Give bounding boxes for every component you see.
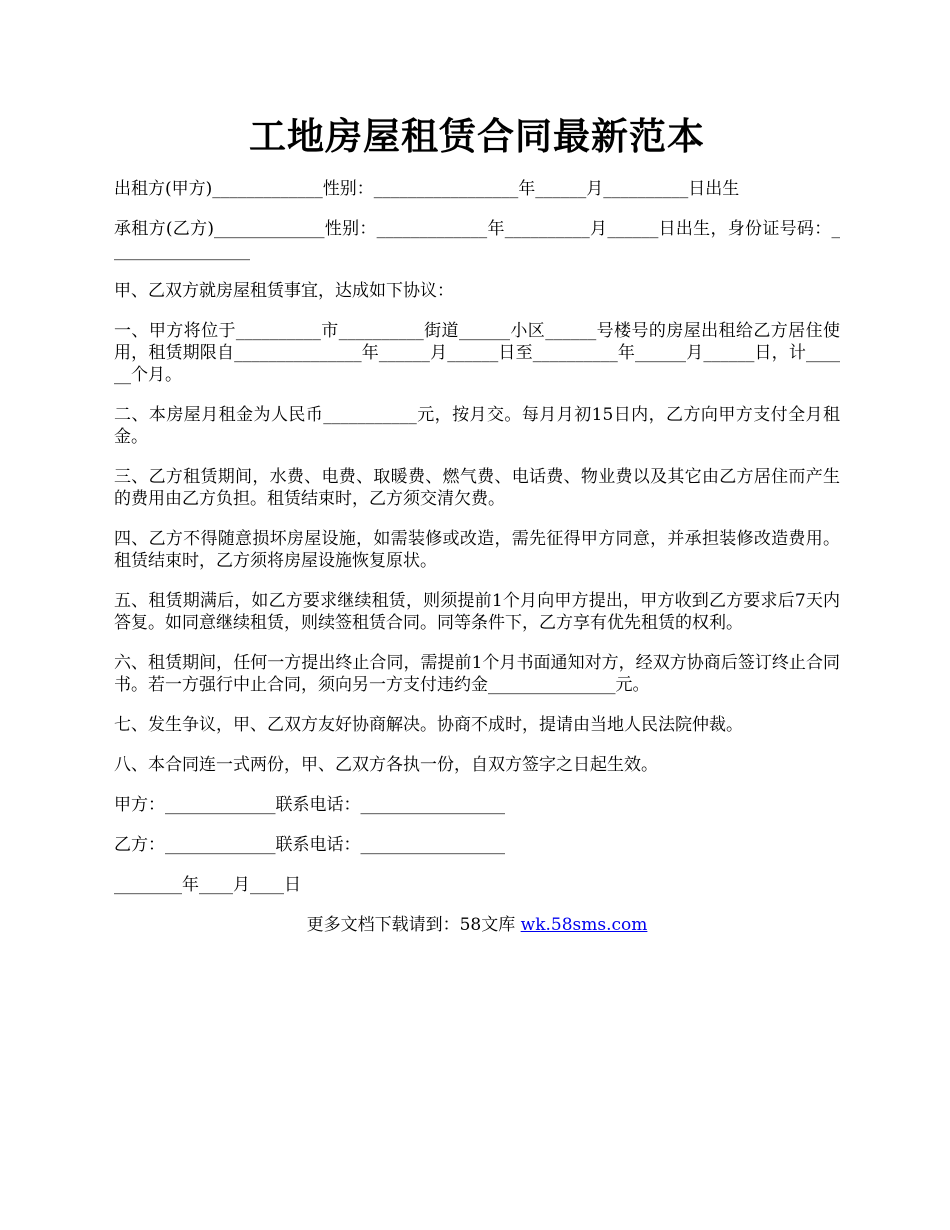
clause-5: 五、租赁期满后，如乙方要求继续租赁，则须提前1个月向甲方提出，甲方收到乙方要求后7天内答复。如同意继续租赁，则续签租赁合同。同等条件下，乙方享有优先租赁的权利。 [114, 591, 840, 633]
clause-7: 七、发生争议，甲、乙双方友好协商解决。协商不成时，提请由当地人民法院仲裁。 [114, 715, 743, 735]
lessor-line: 出租方(甲方)_____________性别：_________________年______月__________日出生 [114, 179, 740, 199]
clause-2: 二、本房屋月租金为人民币___________元，按月交。每月月初15日内，乙方向甲方支付全月租金。 [114, 405, 840, 447]
party-b-signature-line: 乙方：_____________联系电话：_________________ [114, 835, 505, 855]
document-title: 工地房屋租赁合同最新范本 [249, 114, 705, 158]
clause-4: 四、乙方不得随意损坏房屋设施，如需装修或改造，需先征得甲方同意，并承担装修改造费用。租赁结束时，乙方须将房屋设施恢复原状。 [114, 529, 840, 571]
clause-8: 八、本合同连一式两份，甲、乙双方各执一份，自双方签字之日起生效。 [114, 755, 658, 775]
footer-link[interactable]: wk.58sms.com [520, 915, 648, 935]
clause-3: 三、乙方租赁期间，水费、电费、取暖费、燃气费、电话费、物业费以及其它由乙方居住而产生的费用由乙方负担。租赁结束时，乙方须交清欠费。 [114, 467, 840, 509]
footer-text: 更多文档下载请到：58文库 [306, 915, 521, 935]
download-footer [114, 914, 840, 936]
party-a-signature-line: 甲方：_____________联系电话：_________________ [114, 795, 505, 815]
agreement-intro: 甲、乙双方就房屋租赁事宜，达成如下协议： [114, 281, 454, 301]
clause-6: 六、租赁期间，任何一方提出终止合同，需提前1个月书面通知对方，经双方协商后签订终止合同书。若一方强行中止合同，须向另一方支付违约金_______________元。 [114, 653, 840, 695]
clause-1: 一、甲方将位于__________市__________街道______小区______号楼号的房屋出租给乙方居住使用，租赁期限自_______________年______月______日至__________年______月______日，计______个月。 [114, 321, 840, 385]
date-line: ________年____月____日 [114, 875, 301, 895]
document-page [114, 108, 840, 936]
lessee-line: 承租方(乙方)_____________性别：_____________年__________月______日出生，身份证号码：_________________ [114, 219, 840, 261]
